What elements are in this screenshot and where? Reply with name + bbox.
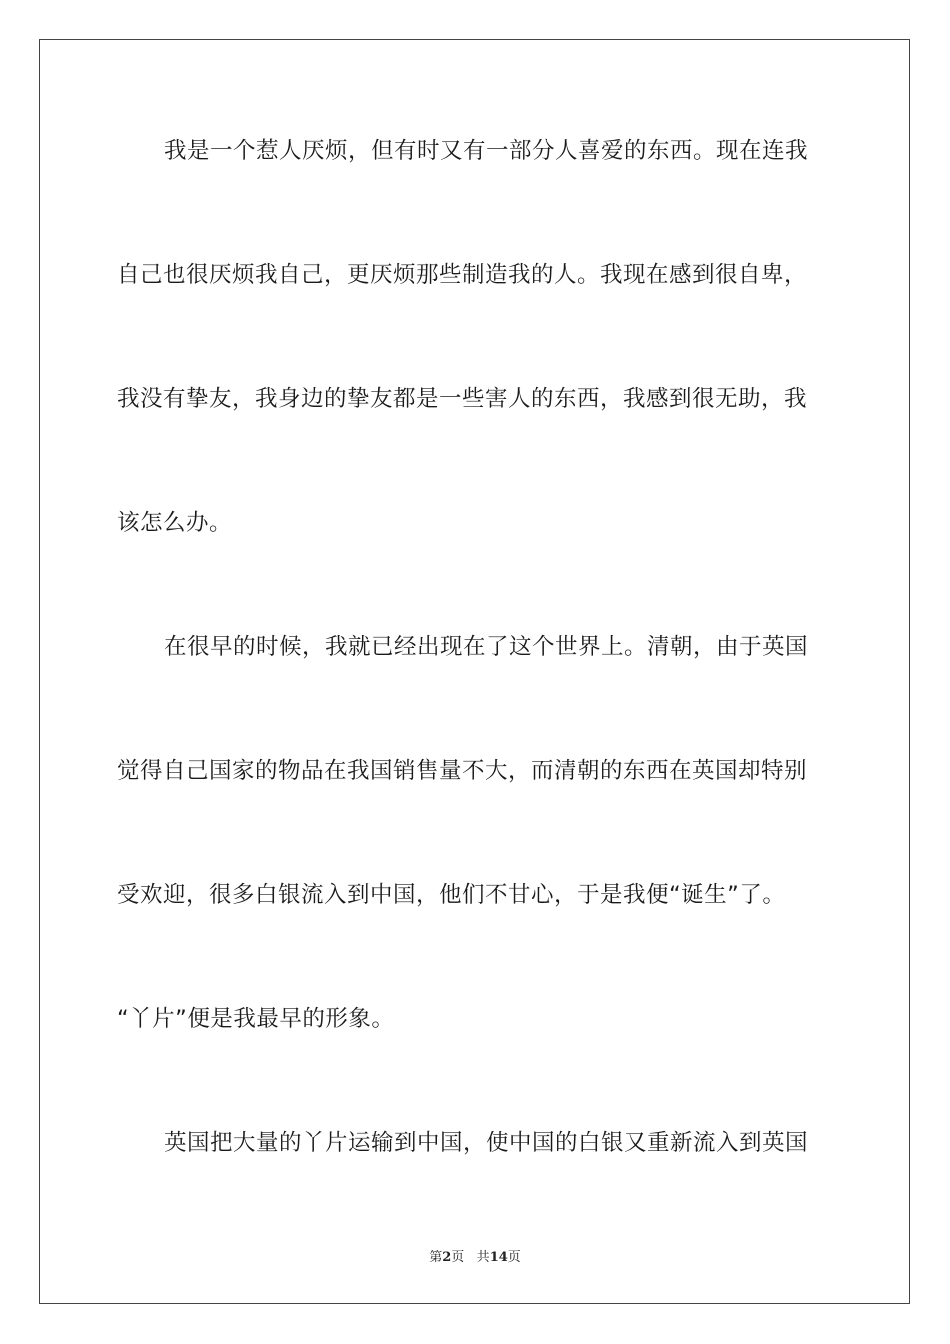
paragraph-2-line-2: 觉得自己国家的物品在我国销售量不大，而清朝的东西在英国却特别 (117, 758, 808, 784)
page-footer (0, 1246, 950, 1265)
total-prefix: 共 (476, 1250, 490, 1265)
paragraph-3-line-1: 英国把大量的丫片运输到中国，使中国的白银又重新流入到英国 (164, 1130, 809, 1156)
paragraph-2-line-4: “丫片”便是我最早的形象。 (117, 1006, 395, 1032)
page-border (39, 39, 910, 1304)
paragraph-1-line-1: 我是一个惹人厌烦，但有时又有一部分人喜爱的东西。现在连我 (164, 138, 809, 164)
paragraph-1-line-3: 我没有挚友，我身边的挚友都是一些害人的东西，我感到很无助，我 (117, 386, 808, 412)
page-prefix: 第 (429, 1250, 443, 1265)
page-suffix: 页 (451, 1250, 465, 1265)
paragraph-2-line-3: 受欢迎，很多白银流入到中国，他们不甘心，于是我便“诞生”了。 (117, 882, 786, 908)
paragraph-1-line-4: 该怎么办。 (117, 510, 233, 536)
current-page-number: 2 (442, 1250, 452, 1265)
total-suffix: 页 (507, 1250, 521, 1265)
paragraph-2-line-1: 在很早的时候，我就已经出现在了这个世界上。清朝，由于英国 (164, 634, 809, 660)
paragraph-1-line-2: 自己也很厌烦我自己，更厌烦那些制造我的人。我现在感到很自卑， (117, 262, 808, 288)
total-pages-number: 14 (489, 1250, 508, 1265)
